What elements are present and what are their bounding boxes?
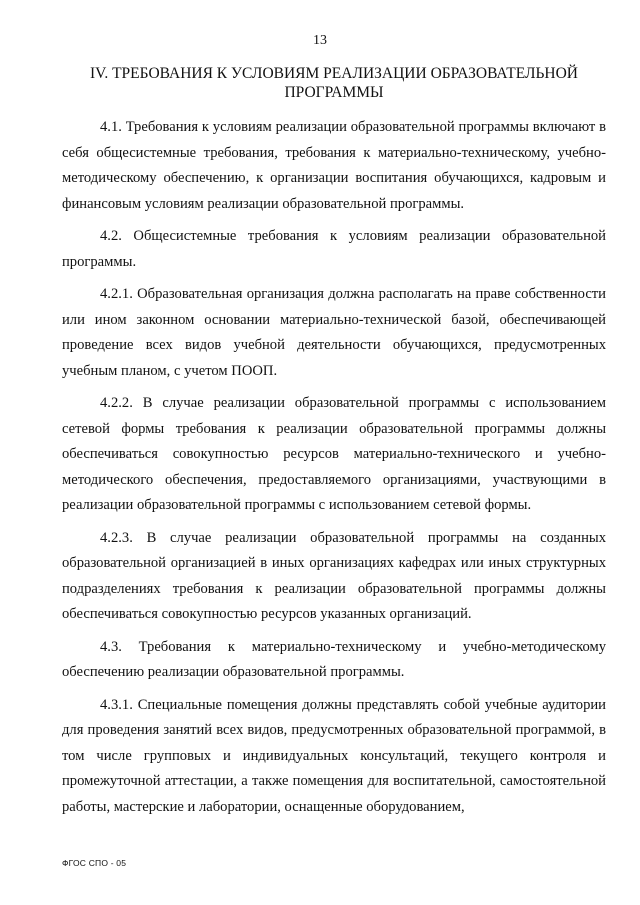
paragraph-4-2-1: 4.2.1. Образовательная организация должна располагать на праве собственности или ином законном основании материально-технической базой, обеспечивающей проведение всех видов учебной деятельности обучающихся, предусмотренных учебным планом, с учетом ПООП. (62, 286, 606, 379)
paragraph-4-2-2: 4.2.2. В случае реализации образовательной программы с использованием сетевой формы требования к реализации образовательной программы должны обеспечиваться совокупностью ресурсов материально-технического и учебно-методического обеспечения, предоставляемого организациями, участвующими в реализации образовательной программы с использованием сетевой формы. (62, 395, 606, 513)
paragraph-4-2-3: 4.2.3. В случае реализации образовательной программы на созданных образовательной организацией в иных организациях кафедрах или иных структурных подразделениях требования к реализации образовательной программы должны обеспечиваться совокупностью ресурсов указанных организаций. (62, 529, 606, 622)
paragraph-4-1: 4.1. Требования к условиям реализации образовательной программы включают в себя общесистемные требования, требования к материально-техническому, учебно-методическому обеспечению, к организации воспитания обучающихся, кадровым и финансовым условиям реализации образовательной программы. (62, 119, 606, 212)
document-body (62, 115, 606, 827)
page-number: 13 (313, 33, 327, 48)
paragraph-4-3: 4.3. Требования к материально-техническому и учебно-методическому обеспечению реализации образовательной программы. (62, 638, 606, 680)
footer-label: ФГОС СПО - 05 (62, 858, 127, 868)
paragraph-4-3-1: 4.3.1. Специальные помещения должны представлять собой учебные аудитории для проведения занятий всех видов, предусмотренных образовательной программой, в том числе групповых и индивидуальных консультаций, текущего контроля и промежуточной аттестации, а также помещения для воспитательной, самостоятельной работы, мастерские и лаборатории, оснащенные оборудованием, (62, 696, 606, 815)
section-heading: IV. ТРЕБОВАНИЯ К УСЛОВИЯМ РЕАЛИЗАЦИИ ОБРАЗОВАТЕЛЬНОЙ ПРОГРАММЫ (89, 65, 578, 101)
paragraph-4-2: 4.2. Общесистемные требования к условиям реализации образовательной программы. (62, 228, 606, 270)
